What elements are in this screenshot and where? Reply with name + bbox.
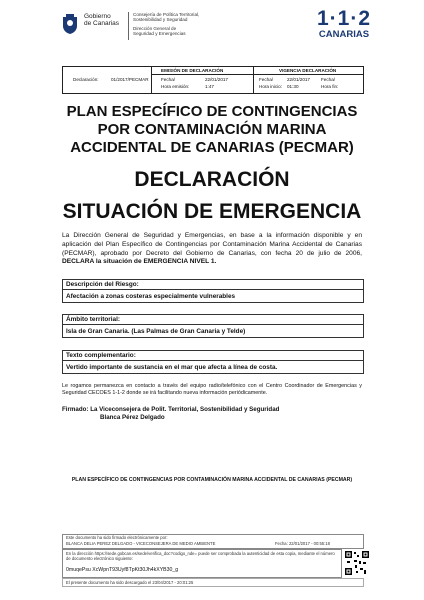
header-divider <box>128 12 129 40</box>
gobierno-line1: Gobierno <box>84 13 111 20</box>
vigencia-header: VIGENCIA DECLARACIÓN <box>279 68 337 73</box>
verification-box <box>62 549 342 578</box>
e112-subtitle: CANARIAS <box>318 29 370 40</box>
ambito-label: Ámbito territorial: <box>63 315 363 325</box>
vig-fecha-label: Fecha/ <box>259 77 274 82</box>
contact-note: Le rogamos permanezca en contacto a través del equipo radio/telefónico con el Centro Coordinador de Emergencias y Seguridad CECOES 1-1-2 donde se irá facilitando nueva información periódicamente. <box>62 383 362 396</box>
plan-title-line1: PLAN ESPECÍFICO DE CONTINGENCIAS <box>66 103 358 120</box>
riesgo-box <box>62 279 364 303</box>
declaracion-value: 01/2017/PECMAR <box>111 77 149 82</box>
download-note: El presente documento ha sido descargado el 23/04/2017 - 20:01:25 <box>66 580 194 585</box>
declaration-info-table <box>62 66 364 94</box>
ambito-value: Isla de Gran Canaria. (Las Palmas de Gran Canaria y Telde) <box>66 328 246 335</box>
intro-text: La Dirección General de Seguridad y Emergencias, en base a la información disponible y en aplicación del Plan Específico de Contingencias por Contaminación Marina Accidental de Canarias (PECMAR), aprobado por Decreto del Gobierno de Canarias, con fecha 20 de julio de 2006, <box>62 232 362 257</box>
signed-note: Este documento ha sido firmado electrónicamente por: <box>66 535 168 540</box>
riesgo-value: Afectación a zonas costeras especialmente vulnerables <box>66 293 236 300</box>
vig-fecha-value: 22/01/2017 <box>287 77 310 82</box>
department-block <box>133 12 253 37</box>
declaracion-label: Declaración: <box>73 77 99 82</box>
emision-header: EMISIÓN DE DECLARACIÓN <box>161 68 224 73</box>
gobierno-canarias-emblem-icon <box>60 13 80 35</box>
vig-hora2-label: Hora fin: <box>321 84 339 89</box>
declaracion-heading: DECLARACIÓN <box>134 168 290 191</box>
dept-line: Dirección General de <box>133 25 177 31</box>
signature-block <box>62 406 279 422</box>
firma-line1: Firmado: La Viceconsejera de Polit. Territorial, Sostenibilidad y Seguridad <box>62 406 280 413</box>
plan-title <box>30 103 394 157</box>
hora-emision-value: 1:47 <box>205 84 214 89</box>
dept-line: Consejería de Política Territorial, <box>133 12 200 17</box>
vig-hora-label: Hora inicio: <box>259 84 282 89</box>
intro-declara: DECLARA la situación de EMERGENCIA NIVEL 1. <box>62 258 217 266</box>
e-signature-box <box>62 534 364 549</box>
vig-fecha2-label: Fecha/ <box>321 77 336 82</box>
signer-date: Fecha: 22/01/2017 - 00:55:18 <box>275 541 330 546</box>
texto-value: Vertido importante de sustancia en el mar que afecta a línea de costa. <box>66 364 278 371</box>
fecha-value: 22/01/2017 <box>205 77 228 82</box>
riesgo-label: Descripción del Riesgo: <box>63 280 363 290</box>
plan-title-line2: POR CONTAMINACIÓN MARINA <box>97 121 327 138</box>
footer-plan-title: PLAN ESPECÍFICO DE CONTINGENCIAS POR CONTAMINACIÓN MARINA ACCIDENTAL DE CANARIAS (PECMAR) <box>71 477 353 483</box>
texto-label: Texto complementario: <box>63 351 363 361</box>
dept-line: Seguridad y Emergencias <box>133 31 186 37</box>
plan-title-line3: ACCIDENTAL DE CANARIAS (PECMAR) <box>70 139 354 156</box>
hora-emision-label: Hora emisión: <box>161 84 190 89</box>
verify-note: En la dirección https://sede.gobcan.es/sede/verifica_doc?codigo_nde= puede ser comprobada la autenticidad de esta copia, mediante el número de documento electrónico siguiente: <box>66 551 335 561</box>
qr-code-icon <box>344 550 370 576</box>
emergency-112-logo <box>317 8 371 40</box>
signer-name: BLANCA DELIA PEREZ DELGADO - VICECONSEJERA DE MEDIO AMBIENTE <box>66 541 216 546</box>
ambito-box <box>62 314 364 338</box>
vig-hora-value: 01:30 <box>287 84 299 89</box>
e112-number: 1·1·2 <box>317 7 372 30</box>
gobierno-logo-text <box>84 13 119 27</box>
download-box <box>62 578 364 587</box>
firma-line2: Blanca Pérez Delgado <box>100 414 165 421</box>
verification-code[interactable]: 0muqePsu XcWpnT93Uyf8TpKt30Jh4kXYB30_g <box>66 567 179 573</box>
texto-box <box>62 350 364 374</box>
intro-paragraph <box>62 232 362 267</box>
gobierno-line2: de Canarias <box>84 20 120 27</box>
situacion-heading: SITUACIÓN DE EMERGENCIA <box>62 200 362 223</box>
dept-line: Sostenibilidad y Seguridad <box>133 17 188 23</box>
fecha-label: Fecha/ <box>161 77 176 82</box>
